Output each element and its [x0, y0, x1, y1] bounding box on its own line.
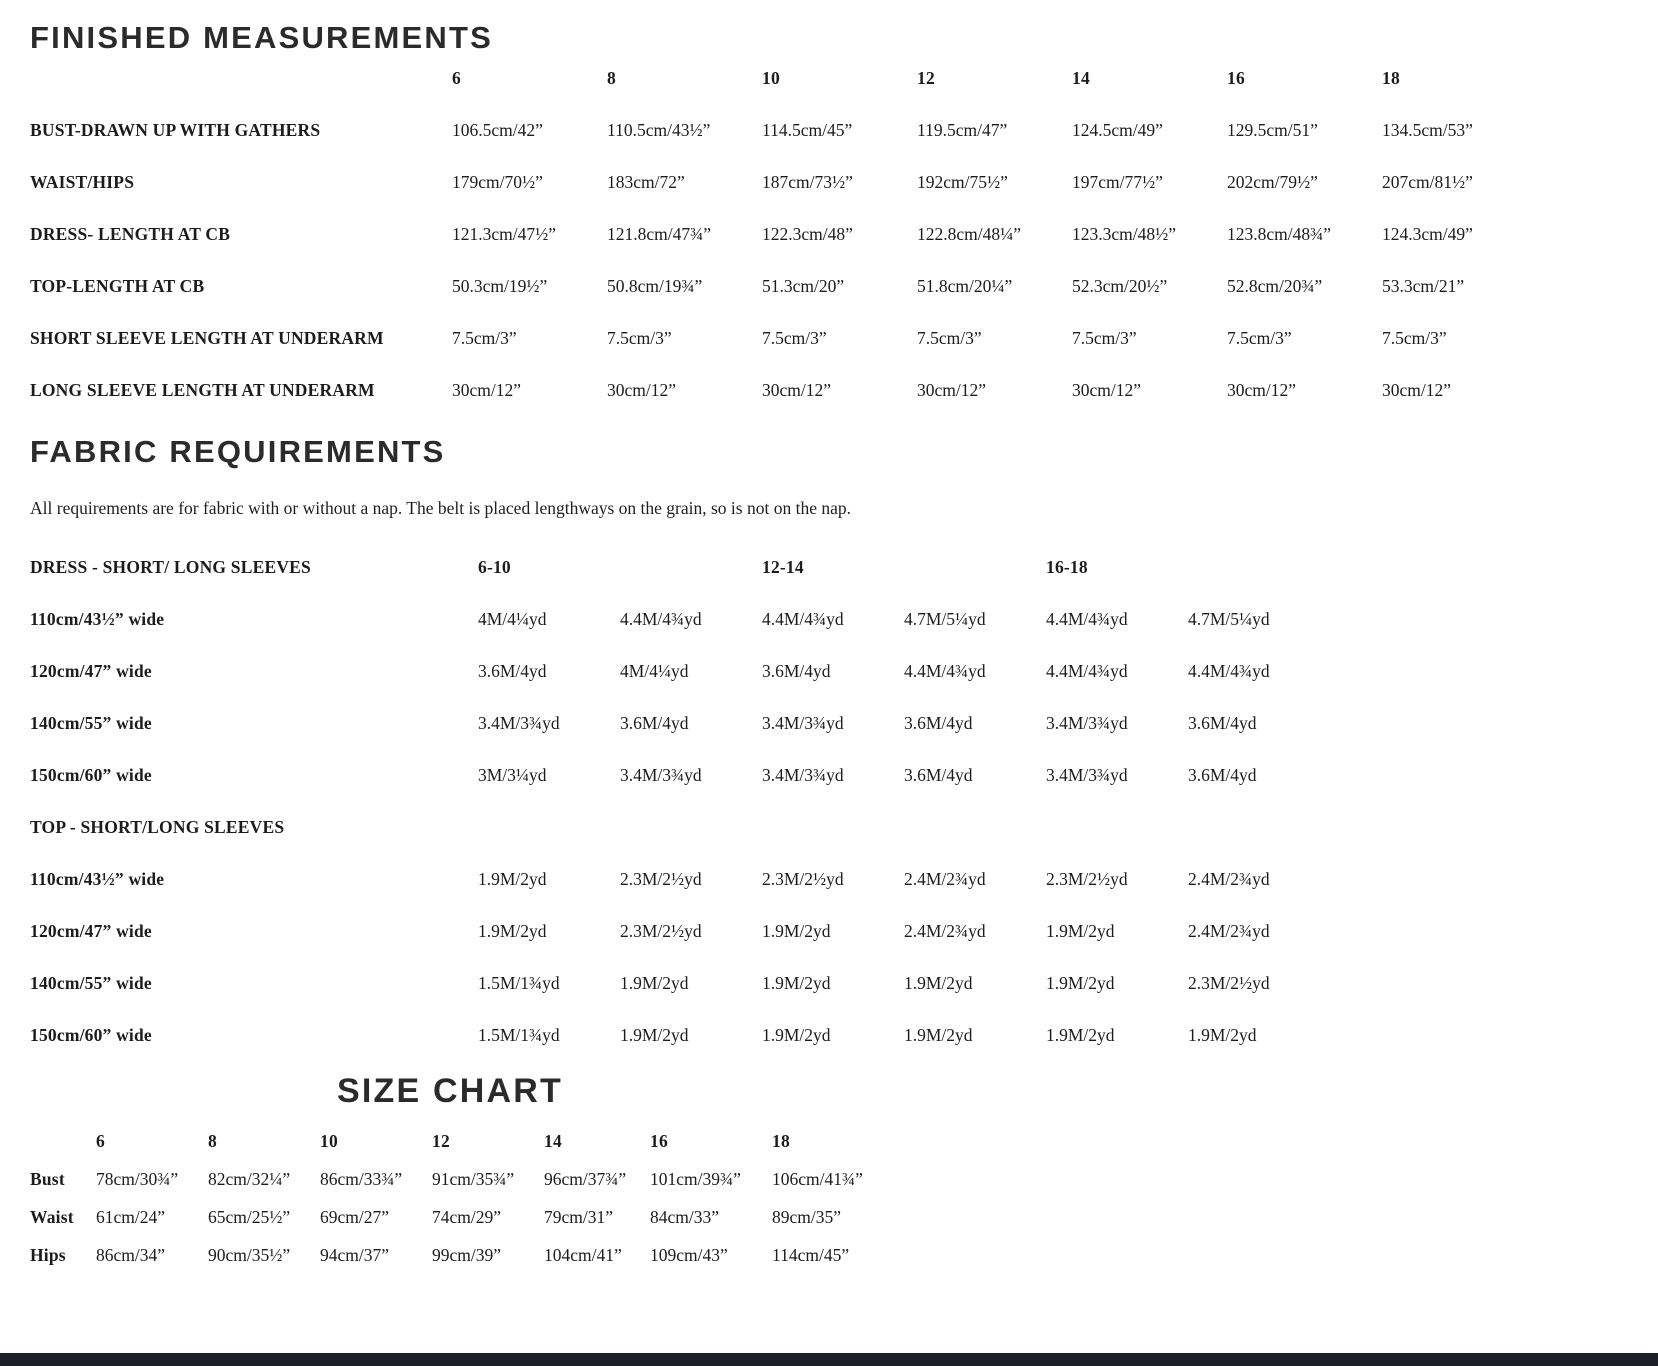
measurement-value-cell: 52.8cm/20¾” — [1227, 275, 1323, 296]
body-measurement-value-cell: 82cm/32¼” — [208, 1168, 291, 1189]
size-column-header: 18 — [1382, 67, 1400, 88]
fabric-yardage-cell: 4.4M/4¾yd — [1046, 608, 1128, 629]
body-measurement-value-cell: 74cm/29” — [432, 1206, 502, 1227]
fabric-width-row-label: 110cm/43½” wide — [30, 608, 165, 629]
finished-measurements-table — [30, 52, 1537, 416]
size-chart-table — [30, 1122, 904, 1274]
fabric-yardage-cell: 1.9M/2yd — [762, 1024, 831, 1045]
body-measurement-value-cell: 114cm/45” — [772, 1244, 850, 1265]
size-column-header: 6 — [96, 1130, 105, 1151]
size-column-header: 8 — [607, 67, 616, 88]
fabric-yardage-cell: 2.3M/2½yd — [1188, 972, 1270, 993]
fabric-yardage-cell: 4.4M/4¾yd — [1188, 660, 1270, 681]
measurement-value-cell: 124.5cm/49” — [1072, 119, 1163, 140]
fabric-yardage-cell: 3.4M/3¾yd — [1046, 764, 1128, 785]
measurement-row-label: TOP-LENGTH AT CB — [30, 275, 205, 296]
measurement-value-cell: 123.3cm/48½” — [1072, 223, 1177, 244]
fabric-yardage-cell: 3.6M/4yd — [620, 712, 689, 733]
fabric-yardage-cell: 2.3M/2½yd — [620, 920, 702, 941]
measurement-value-cell: 121.8cm/47¾” — [607, 223, 712, 244]
dress-section-label: DRESS - SHORT/ LONG SLEEVES — [30, 556, 311, 577]
measurement-value-cell: 124.3cm/49” — [1382, 223, 1473, 244]
body-measurement-value-cell: 84cm/33” — [650, 1206, 720, 1227]
size-column-header: 16 — [1227, 67, 1245, 88]
body-measurement-value-cell: 104cm/41” — [544, 1244, 622, 1265]
fabric-yardage-cell: 3.6M/4yd — [1188, 712, 1257, 733]
measurement-value-cell: 179cm/70½” — [452, 171, 543, 192]
fabric-yardage-cell: 3.6M/4yd — [1188, 764, 1257, 785]
measurement-value-cell: 30cm/12” — [917, 379, 987, 400]
measurement-value-cell: 30cm/12” — [452, 379, 522, 400]
fabric-yardage-cell: 4.4M/4¾yd — [620, 608, 702, 629]
size-column-header: 6 — [452, 67, 461, 88]
measurement-value-cell: 30cm/12” — [1072, 379, 1142, 400]
fabric-width-row-label: 120cm/47” wide — [30, 920, 152, 941]
fabric-yardage-cell: 2.3M/2½yd — [1046, 868, 1128, 889]
fabric-yardage-cell: 1.9M/2yd — [1188, 1024, 1257, 1045]
measurement-value-cell: 7.5cm/3” — [1227, 327, 1292, 348]
size-chart-title: SIZE CHART — [337, 1072, 563, 1110]
fabric-yardage-cell: 1.9M/2yd — [1046, 920, 1115, 941]
measurement-value-cell: 52.3cm/20½” — [1072, 275, 1168, 296]
measurement-row-label: BUST-DRAWN UP WITH GATHERS — [30, 119, 321, 140]
fabric-yardage-cell: 1.9M/2yd — [478, 868, 547, 889]
measurement-value-cell: 123.8cm/48¾” — [1227, 223, 1332, 244]
fabric-yardage-cell: 4.4M/4¾yd — [904, 660, 986, 681]
measurement-value-cell: 7.5cm/3” — [1382, 327, 1447, 348]
size-column-header: 14 — [544, 1130, 562, 1151]
measurement-value-cell: 51.3cm/20” — [762, 275, 845, 296]
fabric-yardage-cell: 4.4M/4¾yd — [762, 608, 844, 629]
fabric-yardage-cell: 2.4M/2¾yd — [904, 868, 986, 889]
page-bottom-bar — [0, 1353, 1658, 1366]
measurement-value-cell: 122.3cm/48” — [762, 223, 853, 244]
measurement-value-cell: 202cm/79½” — [1227, 171, 1318, 192]
fabric-width-row-label: 140cm/55” wide — [30, 972, 152, 993]
fabric-yardage-cell: 1.9M/2yd — [904, 972, 973, 993]
measurement-value-cell: 183cm/72” — [607, 171, 685, 192]
body-measurement-value-cell: 86cm/34” — [96, 1244, 166, 1265]
body-measurement-value-cell: 91cm/35¾” — [432, 1168, 515, 1189]
measurement-value-cell: 192cm/75½” — [917, 171, 1008, 192]
measurement-value-cell: 7.5cm/3” — [1072, 327, 1137, 348]
fabric-width-row-label: 120cm/47” wide — [30, 660, 152, 681]
fabric-yardage-cell: 2.3M/2½yd — [762, 868, 844, 889]
body-measurement-value-cell: 99cm/39” — [432, 1244, 502, 1265]
measurement-value-cell: 187cm/73½” — [762, 171, 853, 192]
fabric-yardage-cell: 3.6M/4yd — [904, 764, 973, 785]
fabric-yardage-cell: 1.9M/2yd — [620, 972, 689, 993]
measurement-value-cell: 51.8cm/20¼” — [917, 275, 1013, 296]
size-chart-header — [30, 1072, 870, 1111]
fabric-yardage-cell: 3.4M/3¾yd — [478, 712, 560, 733]
measurement-value-cell: 114.5cm/45” — [762, 119, 853, 140]
fabric-yardage-cell: 2.3M/2½yd — [620, 868, 702, 889]
fabric-yardage-cell: 1.9M/2yd — [904, 1024, 973, 1045]
fabric-yardage-cell: 3.4M/3¾yd — [762, 764, 844, 785]
measurement-value-cell: 129.5cm/51” — [1227, 119, 1318, 140]
size-column-header: 12 — [917, 67, 935, 88]
fabric-yardage-cell: 1.9M/2yd — [762, 920, 831, 941]
fabric-yardage-cell: 3.6M/4yd — [478, 660, 547, 681]
size-column-header: 10 — [320, 1130, 338, 1151]
body-measurement-value-cell: 86cm/33¾” — [320, 1168, 403, 1189]
fabric-yardage-cell: 4.7M/5¼yd — [904, 608, 986, 629]
measurement-value-cell: 110.5cm/43½” — [607, 119, 711, 140]
fabric-requirements-note: All requirements are for fabric with or without a nap. The belt is placed lengthways on the grain, so is not on the nap. — [30, 498, 851, 518]
measurement-value-cell: 119.5cm/47” — [917, 119, 1008, 140]
fabric-yardage-cell: 3M/3¼yd — [478, 764, 547, 785]
fabric-yardage-cell: 3.6M/4yd — [904, 712, 973, 733]
finished-measurements-title: FINISHED MEASUREMENTS — [30, 20, 494, 55]
measurement-value-cell: 197cm/77½” — [1072, 171, 1163, 192]
body-measurement-row-label: Hips — [30, 1244, 66, 1265]
fabric-yardage-cell: 1.9M/2yd — [1046, 1024, 1115, 1045]
size-column-header: 14 — [1072, 67, 1090, 88]
size-group-header: 12-14 — [762, 556, 804, 577]
body-measurement-value-cell: 106cm/41¾” — [772, 1168, 863, 1189]
measurement-row-label: DRESS- LENGTH AT CB — [30, 223, 231, 244]
size-column-header: 10 — [762, 67, 780, 88]
fabric-yardage-cell: 1.9M/2yd — [620, 1024, 689, 1045]
fabric-width-row-label: 140cm/55” wide — [30, 712, 152, 733]
measurement-row-label: SHORT SLEEVE LENGTH AT UNDERARM — [30, 327, 384, 348]
measurement-value-cell: 106.5cm/42” — [452, 119, 543, 140]
fabric-yardage-cell: 1.9M/2yd — [762, 972, 831, 993]
fabric-width-row-label: 150cm/60” wide — [30, 764, 152, 785]
measurement-value-cell: 7.5cm/3” — [607, 327, 672, 348]
measurement-value-cell: 7.5cm/3” — [762, 327, 827, 348]
fabric-yardage-cell: 3.4M/3¾yd — [1046, 712, 1128, 733]
fabric-width-row-label: 150cm/60” wide — [30, 1024, 152, 1045]
fabric-yardage-cell: 1.9M/2yd — [1046, 972, 1115, 993]
measurement-value-cell: 207cm/81½” — [1382, 171, 1473, 192]
body-measurement-value-cell: 78cm/30¾” — [96, 1168, 179, 1189]
measurement-value-cell: 134.5cm/53” — [1382, 119, 1473, 140]
body-measurement-value-cell: 65cm/25½” — [208, 1206, 291, 1227]
measurement-value-cell: 121.3cm/47½” — [452, 223, 557, 244]
measurement-value-cell: 30cm/12” — [607, 379, 677, 400]
fabric-requirements-table — [30, 541, 1330, 1061]
measurement-row-label: LONG SLEEVE LENGTH AT UNDERARM — [30, 379, 375, 400]
measurement-value-cell: 53.3cm/21” — [1382, 275, 1465, 296]
fabric-yardage-cell: 1.5M/1¾yd — [478, 972, 560, 993]
fabric-yardage-cell: 4M/4¼yd — [478, 608, 547, 629]
fabric-yardage-cell: 1.5M/1¾yd — [478, 1024, 560, 1045]
measurement-value-cell: 30cm/12” — [1382, 379, 1452, 400]
fabric-yardage-cell: 2.4M/2¾yd — [1188, 868, 1270, 889]
size-column-header: 8 — [208, 1130, 217, 1151]
fabric-requirements-title: FABRIC REQUIREMENTS — [30, 434, 446, 469]
body-measurement-value-cell: 69cm/27” — [320, 1206, 390, 1227]
body-measurement-value-cell: 90cm/35½” — [208, 1244, 291, 1265]
top-section-label: TOP - SHORT/LONG SLEEVES — [30, 816, 285, 837]
body-measurement-value-cell: 79cm/31” — [544, 1206, 614, 1227]
fabric-yardage-cell: 1.9M/2yd — [478, 920, 547, 941]
body-measurement-row-label: Bust — [30, 1168, 65, 1189]
fabric-yardage-cell: 4M/4¼yd — [620, 660, 689, 681]
body-measurement-value-cell: 109cm/43” — [650, 1244, 728, 1265]
size-column-header: 12 — [432, 1130, 450, 1151]
body-measurement-value-cell: 94cm/37” — [320, 1244, 390, 1265]
measurement-value-cell: 30cm/12” — [1227, 379, 1297, 400]
measurement-value-cell: 7.5cm/3” — [452, 327, 517, 348]
fabric-yardage-cell: 3.4M/3¾yd — [620, 764, 702, 785]
fabric-yardage-cell: 2.4M/2¾yd — [904, 920, 986, 941]
measurement-value-cell: 50.8cm/19¾” — [607, 275, 703, 296]
size-group-header: 6-10 — [478, 556, 511, 577]
fabric-yardage-cell: 3.4M/3¾yd — [762, 712, 844, 733]
body-measurement-value-cell: 89cm/35” — [772, 1206, 842, 1227]
measurement-value-cell: 50.3cm/19½” — [452, 275, 548, 296]
body-measurement-value-cell: 61cm/24” — [96, 1206, 166, 1227]
fabric-yardage-cell: 4.7M/5¼yd — [1188, 608, 1270, 629]
measurement-value-cell: 30cm/12” — [762, 379, 832, 400]
body-measurement-value-cell: 96cm/37¾” — [544, 1168, 627, 1189]
fabric-yardage-cell: 3.6M/4yd — [762, 660, 831, 681]
body-measurement-value-cell: 101cm/39¾” — [650, 1168, 741, 1189]
size-column-header: 18 — [772, 1130, 790, 1151]
measurement-value-cell: 122.8cm/48¼” — [917, 223, 1022, 244]
size-column-header: 16 — [650, 1130, 668, 1151]
size-group-header: 16-18 — [1046, 556, 1088, 577]
body-measurement-row-label: Waist — [30, 1206, 74, 1227]
fabric-width-row-label: 110cm/43½” wide — [30, 868, 165, 889]
fabric-yardage-cell: 2.4M/2¾yd — [1188, 920, 1270, 941]
fabric-yardage-cell: 4.4M/4¾yd — [1046, 660, 1128, 681]
measurement-value-cell: 7.5cm/3” — [917, 327, 982, 348]
measurement-row-label: WAIST/HIPS — [30, 171, 135, 192]
